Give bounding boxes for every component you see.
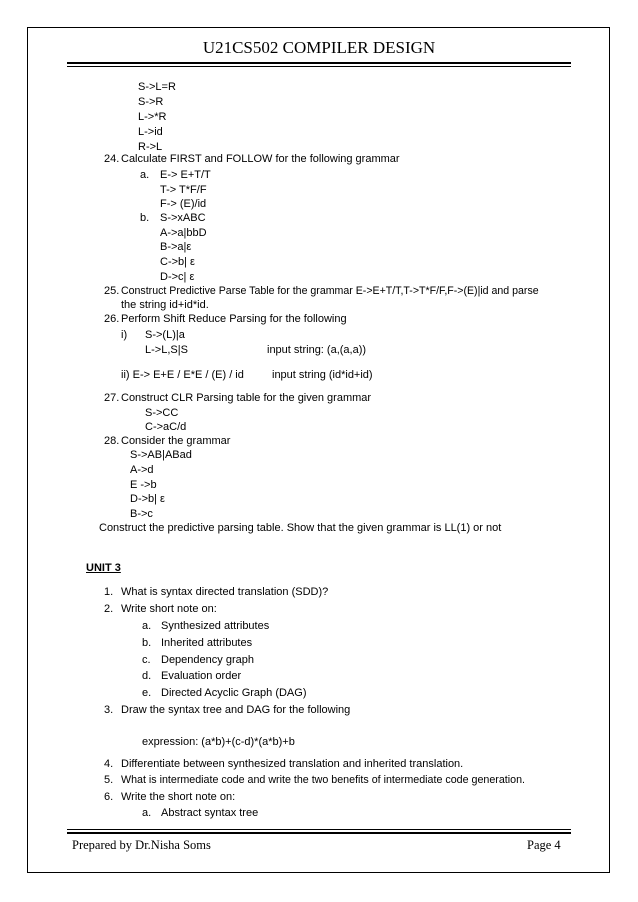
question-text: Differentiate between synthesized translation and inherited translation. [121, 758, 464, 770]
question-number: 24. [104, 153, 120, 165]
list-marker: b. [142, 637, 152, 649]
grammar-line: D->c| ε [160, 271, 195, 283]
input-string: input string: (a,(a,a)) [267, 344, 367, 356]
grammar-line: F-> (E)/id [160, 198, 207, 210]
expression: expression: (a*b)+(c-d)*(a*b)+b [142, 736, 295, 748]
question-text: Construct Predictive Parse Table for the grammar E->E+T/T,T->T*F/F,F->(E)|id and parse [121, 285, 539, 297]
question-text: Perform Shift Reduce Parsing for the following [121, 313, 347, 325]
grammar-line: A->d [130, 464, 154, 476]
grammar-line: S->AB|ABad [130, 449, 192, 461]
question-number: 5. [104, 774, 114, 786]
question-text: Write the short note on: [121, 791, 236, 803]
question-text: Write short note on: [121, 603, 217, 615]
list-marker: a. [142, 620, 152, 632]
question-number: 28. [104, 435, 120, 447]
grammar-line: C->aC/d [145, 421, 187, 433]
question-text: Calculate FIRST and FOLLOW for the following grammar [121, 153, 400, 165]
footer-page-number: Page 4 [527, 838, 561, 852]
question-text: What is syntax directed translation (SDD)? [121, 586, 329, 598]
unit-heading: UNIT 3 [86, 562, 121, 574]
page-header-title: U21CS502 COMPILER DESIGN [202, 38, 436, 57]
grammar-line: D->b| ε [130, 493, 165, 505]
grammar-line: S->(L)|a [145, 329, 185, 341]
list-marker: i) [121, 329, 128, 341]
grammar-line: S->xABC [160, 212, 206, 224]
list-marker: b. [140, 212, 150, 224]
grammar-line: L->id [138, 126, 163, 138]
question-number: 25. [104, 285, 120, 297]
list-item: Synthesized attributes [161, 620, 270, 632]
list-marker: a. [140, 169, 150, 181]
question-number: 2. [104, 603, 114, 615]
question-number: 27. [104, 392, 120, 404]
grammar-line: S->L=R [138, 81, 176, 93]
grammar-line: R->L [138, 141, 163, 153]
question-number: 3. [104, 704, 114, 716]
list-item: Abstract syntax tree [161, 807, 259, 819]
list-item: Directed Acyclic Graph (DAG) [161, 687, 307, 699]
question-text: Construct CLR Parsing table for the given grammar [121, 392, 372, 404]
question-text: the string id+id*id. [121, 299, 209, 311]
grammar-line: ii) E-> E+E / E*E / (E) / id [121, 369, 244, 381]
question-number: 6. [104, 791, 114, 803]
grammar-line: C->b| ε [160, 256, 195, 268]
header-rule-thick [67, 62, 571, 64]
list-marker: d. [142, 670, 152, 682]
list-marker: e. [142, 687, 152, 699]
list-item: Inherited attributes [161, 637, 253, 649]
question-text: What is intermediate code and write the two benefits of intermediate code generation. [121, 774, 525, 786]
input-string: input string (id*id+id) [272, 369, 373, 381]
question-number: 26. [104, 313, 120, 325]
question-text: Consider the grammar [121, 435, 231, 447]
footer-rule-thin [67, 829, 571, 830]
grammar-line: L->L,S|S [145, 344, 188, 356]
question-text: Draw the syntax tree and DAG for the following [121, 704, 351, 716]
footer-author: Prepared by Dr.Nisha Soms [72, 838, 211, 852]
list-marker: c. [142, 654, 151, 666]
grammar-line: E ->b [130, 479, 157, 491]
grammar-line: S->CC [145, 407, 179, 419]
list-marker: a. [142, 807, 152, 819]
grammar-line: B->c [130, 508, 153, 520]
question-number: 1. [104, 586, 114, 598]
grammar-line: B->a|ε [160, 241, 192, 253]
grammar-line: S->R [138, 96, 164, 108]
grammar-line: L->*R [138, 111, 167, 123]
list-item: Dependency graph [161, 654, 254, 666]
grammar-line: E-> E+T/T [160, 169, 211, 181]
question-text: Construct the predictive parsing table. Show that the given grammar is LL(1) or not [99, 522, 502, 534]
question-number: 4. [104, 758, 114, 770]
footer-rule-thick [67, 832, 571, 834]
grammar-line: A->a|bbD [160, 227, 207, 239]
list-item: Evaluation order [161, 670, 242, 682]
grammar-line: T-> T*F/F [160, 184, 207, 196]
header-rule-thin [67, 66, 571, 67]
